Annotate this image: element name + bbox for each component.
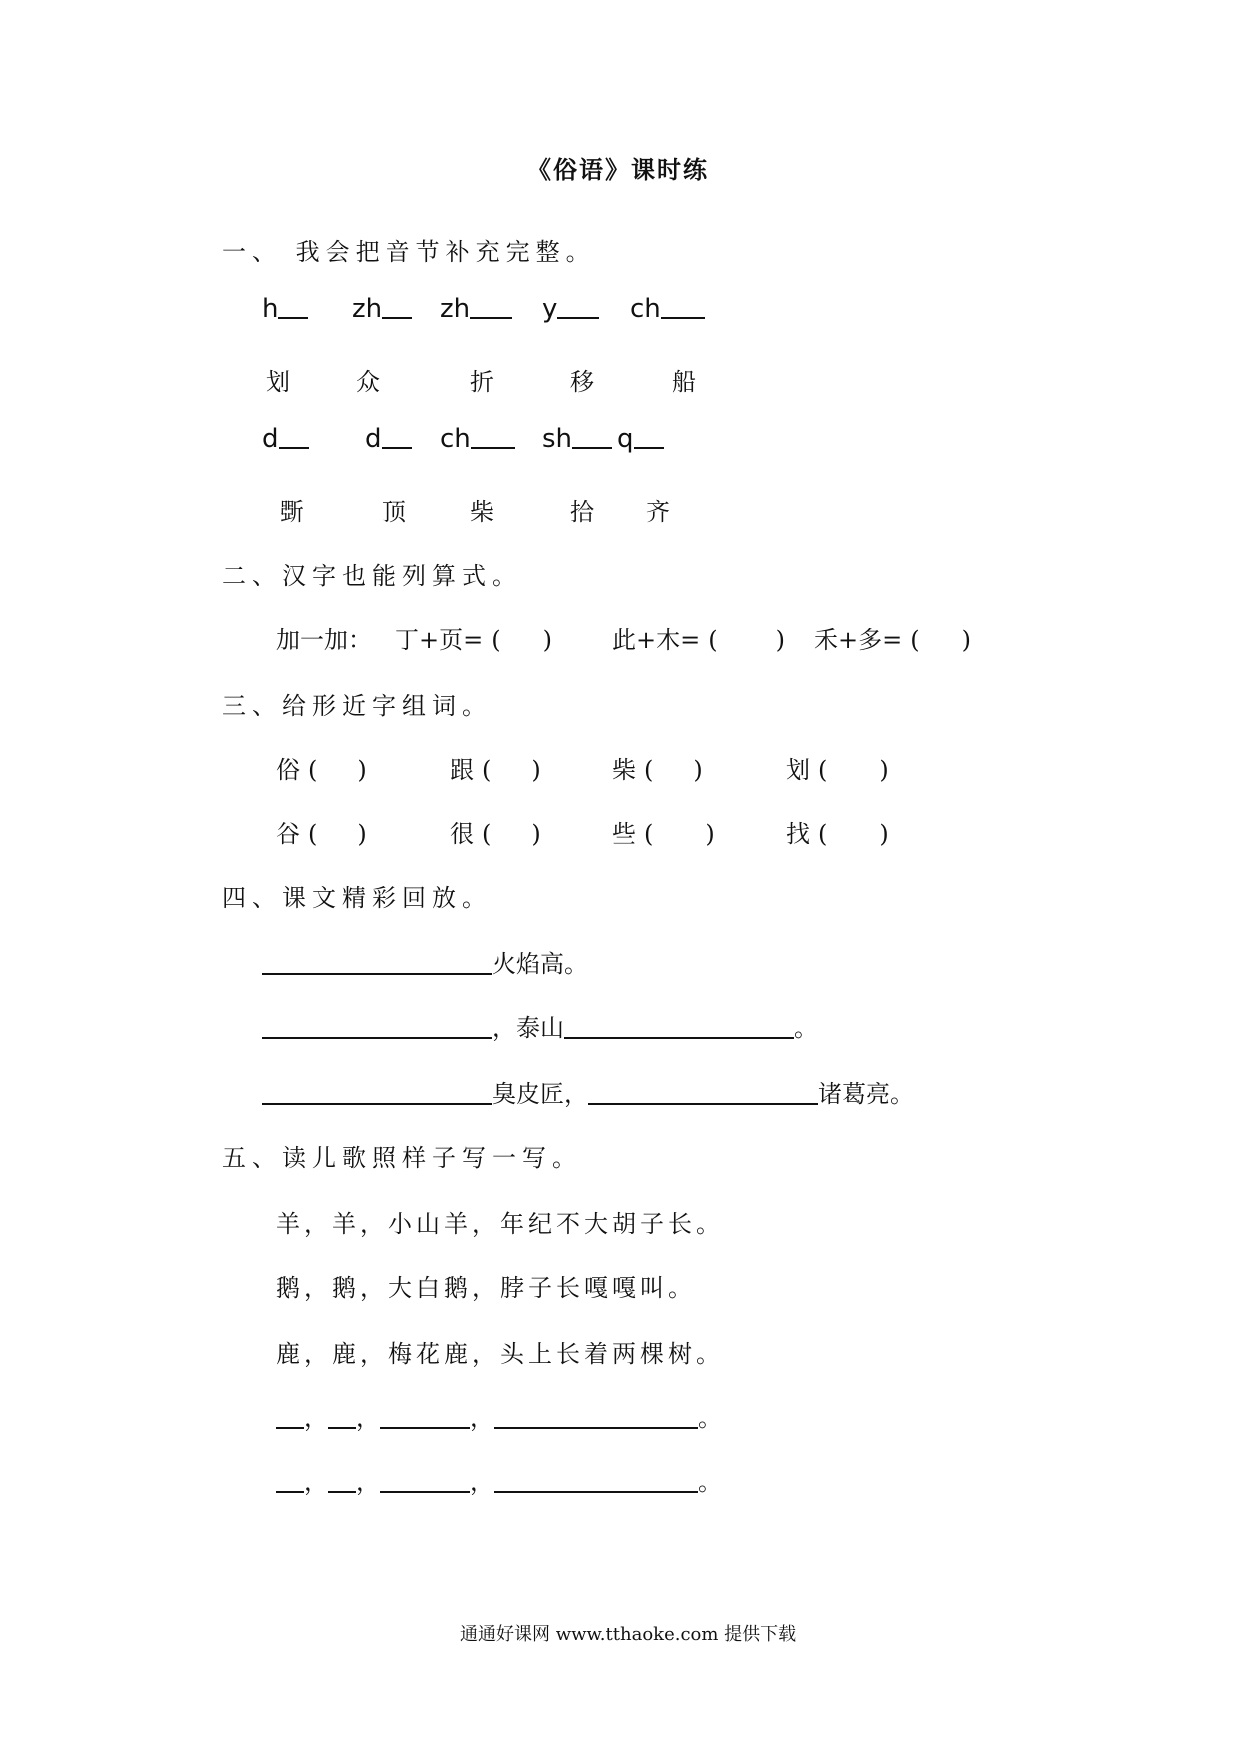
pinyin-item: d (365, 424, 412, 454)
equation-1: 丁+页= ( ) (395, 626, 552, 654)
pinyin-item: zh (440, 294, 512, 324)
fill-line-2: ，泰山 。 (262, 1008, 818, 1043)
pinyin-item: d (262, 424, 309, 454)
word-blank: 柴 ( ) (612, 756, 703, 784)
fill-line-3: 臭皮匠， 诸葛亮。 (262, 1074, 914, 1109)
rhyme-line: 鹅，鹅，大白鹅，脖子长嘎嘎叫。 (276, 1274, 696, 1302)
page-title: 《俗语》课时练 (527, 155, 709, 184)
section-3-heading: 三、给形近字组词。 (222, 692, 492, 720)
hanzi: 众 (356, 368, 380, 396)
hanzi: 柴 (470, 498, 494, 526)
hanzi: 斲 (280, 498, 304, 526)
write-line: ， ， ， 。 (276, 1398, 722, 1433)
pinyin-item: h (262, 294, 308, 324)
pinyin-item: ch (630, 294, 705, 324)
rhyme-line: 鹿，鹿，梅花鹿，头上长着两棵树。 (276, 1340, 724, 1368)
hanzi: 移 (570, 368, 594, 396)
section-1-heading: 一、 我会把音节补充完整。 (222, 238, 596, 266)
word-blank: 找 ( ) (786, 820, 889, 848)
word-blank: 俗 ( ) (276, 756, 367, 784)
section-4-heading: 四、课文精彩回放。 (222, 884, 492, 912)
hanzi: 折 (470, 368, 494, 396)
footer-source: 通通好课网 www.tthaoke.com 提供下载 (460, 1624, 797, 1645)
equation-3: 禾+多= ( ) (814, 626, 971, 654)
hanzi: 顶 (382, 498, 406, 526)
hanzi: 拾 (570, 498, 594, 526)
word-blank: 谷 ( ) (276, 820, 367, 848)
pinyin-item: ch (440, 424, 515, 454)
section-2-heading: 二、汉字也能列算式。 (222, 562, 522, 590)
equation-2: 此+木= ( ) (612, 626, 785, 654)
word-blank: 跟 ( ) (450, 756, 541, 784)
pinyin-item: zh (352, 294, 412, 324)
fill-line-1: 火焰高。 (262, 944, 588, 979)
equation-lead: 加一加： (276, 626, 372, 654)
word-blank: 划 ( ) (786, 756, 889, 784)
word-blank: 很 ( ) (450, 820, 541, 848)
hanzi: 划 (266, 368, 290, 396)
section-5-heading: 五、读儿歌照样子写一写。 (222, 1144, 582, 1172)
hanzi: 齐 (646, 498, 670, 526)
pinyin-item: sh (542, 424, 612, 454)
pinyin-item: q (617, 424, 664, 454)
pinyin-item: y (542, 294, 599, 324)
hanzi: 船 (672, 368, 696, 396)
rhyme-line: 羊，羊，小山羊，年纪不大胡子长。 (276, 1210, 724, 1238)
word-blank: 些 ( ) (612, 820, 715, 848)
write-line: ， ， ， 。 (276, 1462, 722, 1497)
